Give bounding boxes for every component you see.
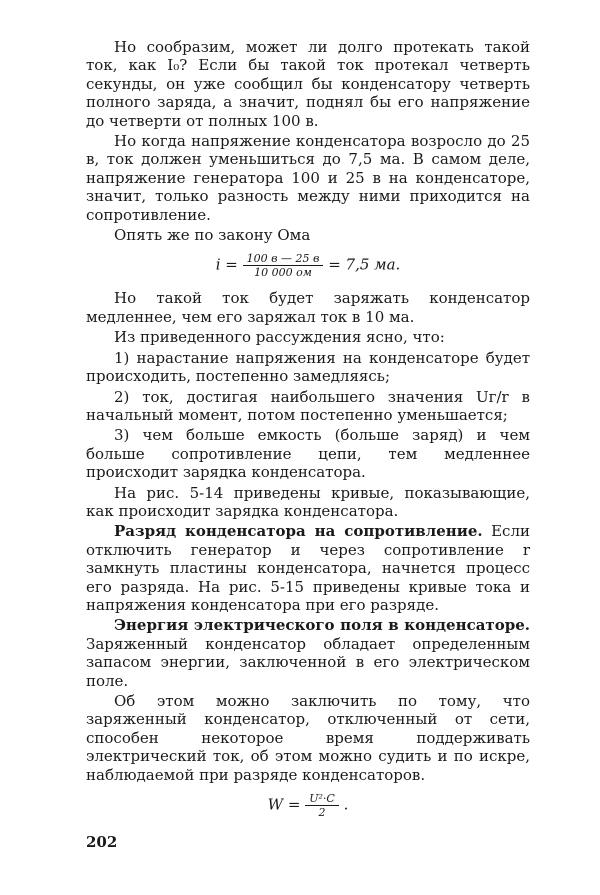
discharge-paragraph <box>86 522 530 614</box>
formula2-fraction <box>305 792 339 819</box>
discharge-text: Если отключить генератор и через сопротивление r замкнуть пластины конденсатора, начнется процесс его разряда. На рис. 5-15 приведены кривые тока и напряжения конденсатора при его разряде. <box>86 522 530 614</box>
paragraph-1: Но сообразим, может ли долго протекать такой ток, как I₀? Если бы такой ток протекал четверть секунды, он уже сообщил бы конденсатору четверть полного заряда, а значит, поднял бы его напряжение до четверти от полных 100 в. <box>86 38 530 130</box>
formula-fraction <box>243 252 324 279</box>
list-item-3: 3) чем больше емкость (больше заряд) и чем больше сопротивление цепи, тем медленнее происходит зарядка конденсатора. <box>86 426 530 482</box>
list-item-2: 2) ток, достигая наибольшего значения Uг/r в начальный момент, потом постепенно уменьшается; <box>86 387 530 424</box>
energy-paragraph <box>86 616 530 690</box>
paragraph-3: Опять же по закону Ома <box>114 226 311 245</box>
paragraph-2: Но когда напряжение конденсатора возросло до 25 в, ток должен уменьшиться до 7,5 ма. В самом деле, напряжение генератора 100 и 25 в на конденсаторе, значит, только разность между ними приходится на сопротивление. <box>86 132 530 224</box>
formula-denominator: 10 000 ом <box>254 266 312 280</box>
energy-heading: Энергия электрического поля в конденсаторе. <box>114 616 530 635</box>
formula2-numerator: U²·C <box>305 792 339 806</box>
energy-formula <box>86 792 530 819</box>
paragraph-7: Об этом можно заключить по тому, что заряженный конденсатор, отключенный от сети, способен некоторое время поддерживать электрический ток, об этом можно судить и по искре, наблюдаемой при разряде конденсаторов. <box>86 692 530 784</box>
list-item-1: 1) нарастание напряжения на конденсаторе будет происходить, постепенно замедляясь; <box>86 348 530 386</box>
paragraph-5: Из приведенного рассуждения ясно, что: <box>114 328 445 347</box>
paragraph-6: На рис. 5-14 приведены кривые, показывающие, как происходит зарядка конденсатора. <box>86 483 530 520</box>
page-number: 202 <box>86 833 118 851</box>
formula2-denominator: 2 <box>318 806 326 820</box>
energy-text: Заряженный конденсатор обладает определенным запасом энергии, заключенной в его электрическом поле. <box>86 634 530 690</box>
ohm-formula <box>86 252 530 279</box>
formula-rhs: = 7,5 ма. <box>328 255 401 274</box>
formula-numerator: 100 в — 25 в <box>243 252 324 266</box>
formula2-rhs: . <box>343 795 349 814</box>
paragraph-4: Но такой ток будет заряжать конденсатор медленнее, чем его заряжал ток в 10 ма. <box>86 289 530 326</box>
formula2-lhs: W = <box>267 795 301 814</box>
formula-lhs: i = <box>215 255 238 274</box>
discharge-heading: Разряд конденсатора на сопротивление. <box>114 522 483 541</box>
